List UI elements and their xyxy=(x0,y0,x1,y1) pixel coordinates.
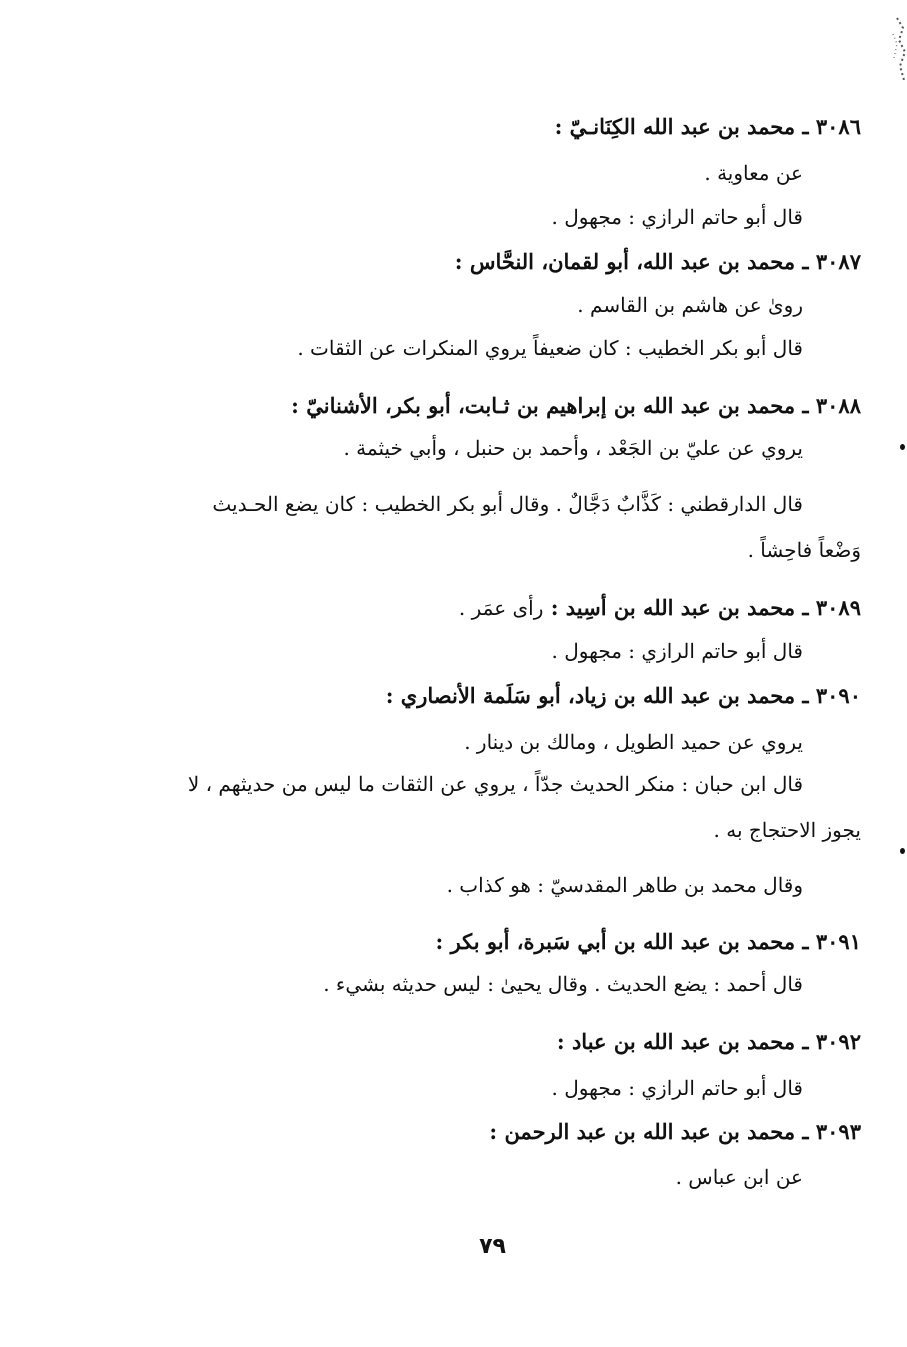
entry-number: ٣٠٨٦ xyxy=(815,114,861,139)
entry-number: ٣٠٨٩ xyxy=(815,595,861,620)
entry-3090-line-3: يجوز الاحتجاج به . xyxy=(713,818,861,842)
entry-3092-heading xyxy=(557,1027,861,1057)
entry-3087-heading xyxy=(455,247,861,277)
entry-name: محمد بن عبد الله بن أبي سَبرة، أبو بكر : xyxy=(435,929,796,954)
entry-name: محمد بن عبد الله بن عبد الرحمن : xyxy=(489,1119,796,1144)
entry-number: ٣٠٩٣ xyxy=(815,1119,861,1144)
entry-3093-line-1: عن ابن عباس . xyxy=(675,1165,803,1189)
entry-name: محمد بن عبد الله بن عباد : xyxy=(556,1029,796,1054)
entry-name: محمد بن عبد الله بن إبراهيم بن ثـابت، أبو بكر، الأشنانيّ : xyxy=(291,393,796,418)
entry-number: ٣٠٩١ xyxy=(815,929,861,954)
entry-3086-line-2: قال أبو حاتم الرازي : مجهول . xyxy=(551,205,803,229)
margin-mark xyxy=(900,848,905,854)
entry-3093-heading xyxy=(489,1117,861,1147)
page-edge-smudge xyxy=(879,14,907,84)
separator: ـ xyxy=(795,114,809,139)
entry-3090-heading xyxy=(386,681,861,711)
entry-3088-line-1: يروي عن عليّ بن الجَعْد ، وأحمد بن حنبل ، وأبي خيثمة . xyxy=(343,436,803,460)
entry-3087-line-1: روىٰ عن هاشم بن القاسم . xyxy=(577,293,803,317)
entry-name: محمد بن عبد الله بن زياد، أبو سَلَمة الأنصاري : xyxy=(385,683,796,708)
entry-name: محمد بن عبد الله، أبو لقمان، النحَّاس : xyxy=(454,249,796,274)
separator: ـ xyxy=(795,393,809,418)
entry-3088-line-3: وَضْعاً فاحِشاً . xyxy=(747,538,861,562)
entry-3088-heading xyxy=(291,391,861,421)
separator: ـ xyxy=(795,595,809,620)
entry-number: ٣٠٨٨ xyxy=(815,393,861,418)
entry-tail: رأى عمَر . xyxy=(458,596,544,620)
separator: ـ xyxy=(795,683,809,708)
entry-name: محمد بن عبد الله الكِنَانـيّ : xyxy=(554,114,796,139)
entry-3092-line-1: قال أبو حاتم الرازي : مجهول . xyxy=(551,1076,803,1100)
entry-3091-heading xyxy=(436,927,861,957)
entry-3090-line-2: قال ابن حبان : منكر الحديث جدّاً ، يروي عن الثقات ما ليس من حديثهم ، لا xyxy=(187,772,803,796)
entry-3089-heading xyxy=(459,593,861,623)
entry-3089-line-1: قال أبو حاتم الرازي : مجهول . xyxy=(551,639,803,663)
entry-name: محمد بن عبد الله بن أسِيد : xyxy=(550,595,796,620)
page-number: ٧٩ xyxy=(479,1234,506,1259)
entry-number: ٣٠٩٢ xyxy=(815,1029,861,1054)
separator: ـ xyxy=(795,1119,809,1144)
entry-number: ٣٠٨٧ xyxy=(815,249,861,274)
separator: ـ xyxy=(795,929,809,954)
margin-mark xyxy=(900,444,905,450)
entry-3091-line-1: قال أحمد : يضع الحديث . وقال يحيىٰ : ليس حديثه بشيء . xyxy=(323,972,803,996)
entry-3088-line-2: قال الدارقطني : كَذَّابٌ دَجَّالٌ . وقال أبو بكر الخطيب : كان يضع الحـديث xyxy=(212,492,803,516)
entry-3087-line-2: قال أبو بكر الخطيب : كان ضعيفاً يروي المنكرات عن الثقات . xyxy=(297,336,803,360)
entry-3090-line-1: يروي عن حميد الطويل ، ومالك بن دينار . xyxy=(464,730,803,754)
entry-3086-line-1: عن معاوية . xyxy=(704,161,803,185)
entry-3090-line-4: وقال محمد بن طاهر المقدسيّ : هو كذاب . xyxy=(446,873,803,897)
entry-number: ٣٠٩٠ xyxy=(815,683,861,708)
separator: ـ xyxy=(795,249,809,274)
entry-3086-heading xyxy=(555,112,861,142)
separator: ـ xyxy=(795,1029,809,1054)
